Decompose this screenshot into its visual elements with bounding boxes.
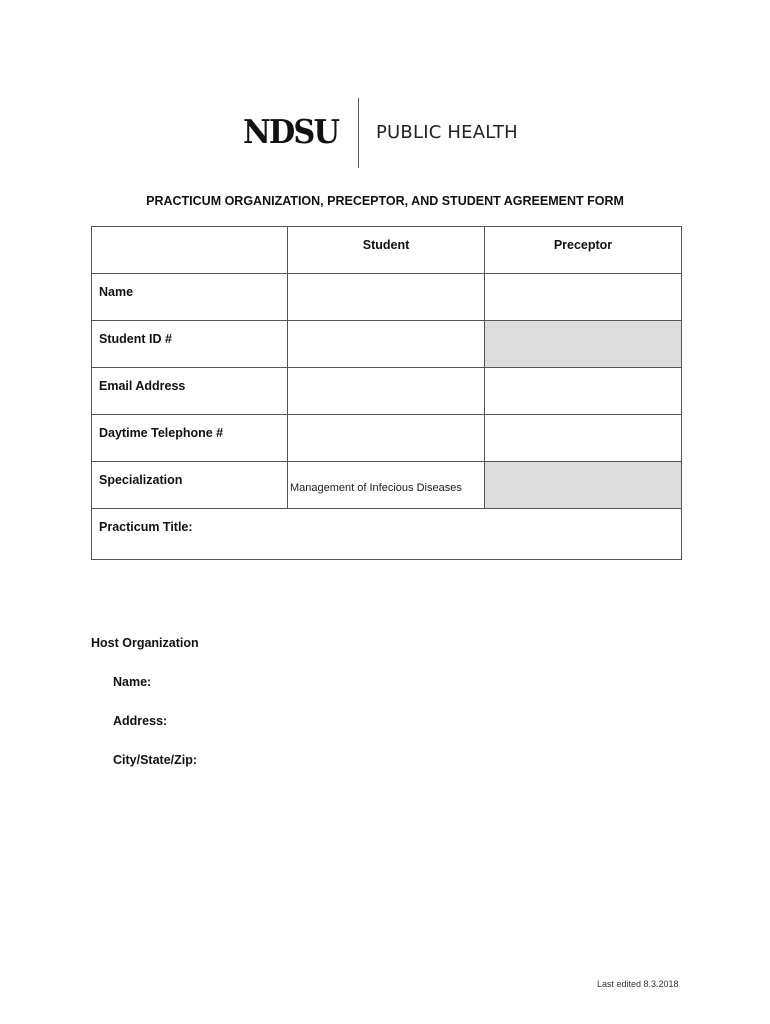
table-header-row bbox=[92, 227, 682, 274]
logo-subtitle: PUBLIC HEALTH bbox=[376, 122, 518, 143]
row-label-cell bbox=[92, 321, 288, 368]
host-city-state-zip-label: City/State/Zip: bbox=[113, 753, 198, 767]
preceptor-specialization-shaded-cell bbox=[485, 462, 682, 509]
student-name-field[interactable] bbox=[288, 274, 485, 321]
host-organization-heading: Host Organization bbox=[91, 636, 199, 650]
table-row-email bbox=[92, 368, 682, 415]
student-email-field[interactable] bbox=[288, 368, 485, 415]
practicum-title-label: Practicum Title: bbox=[99, 520, 193, 534]
preceptor-email-field[interactable] bbox=[485, 368, 682, 415]
preceptor-telephone-field[interactable] bbox=[485, 415, 682, 462]
logo-divider bbox=[358, 98, 359, 168]
header-cell-student bbox=[288, 227, 485, 274]
header-cell-empty bbox=[92, 227, 288, 274]
last-edited-note: Last edited 8.3.2018 bbox=[597, 979, 679, 989]
table-row-student-id bbox=[92, 321, 682, 368]
preceptor-student-id-shaded-cell bbox=[485, 321, 682, 368]
row-label-specialization: Specialization bbox=[99, 473, 183, 487]
student-telephone-field[interactable] bbox=[288, 415, 485, 462]
row-label-cell bbox=[92, 462, 288, 509]
table-row-specialization bbox=[92, 462, 682, 509]
row-label-student-id: Student ID # bbox=[99, 332, 172, 346]
agreement-table bbox=[91, 226, 682, 560]
form-title: PRACTICUM ORGANIZATION, PRECEPTOR, AND STUDENT AGREEMENT FORM bbox=[146, 194, 624, 208]
row-label-email: Email Address bbox=[99, 379, 186, 393]
host-address-label: Address: bbox=[113, 714, 168, 728]
table-row-name bbox=[92, 274, 682, 321]
row-label-name: Name bbox=[99, 285, 134, 299]
row-label-cell bbox=[92, 415, 288, 462]
table-row-practicum-title bbox=[92, 509, 682, 560]
student-id-field[interactable] bbox=[288, 321, 485, 368]
student-specialization-field[interactable] bbox=[288, 462, 485, 509]
specialization-value: Management of Infecious Diseases bbox=[290, 482, 462, 494]
student-column-header: Student bbox=[362, 238, 410, 252]
preceptor-column-header: Preceptor bbox=[553, 238, 613, 252]
preceptor-name-field[interactable] bbox=[485, 274, 682, 321]
row-label-cell bbox=[92, 368, 288, 415]
row-label-telephone: Daytime Telephone # bbox=[99, 426, 224, 440]
logo-wordmark: NDSU bbox=[243, 112, 339, 151]
row-label-cell bbox=[92, 274, 288, 321]
host-name-label: Name: bbox=[113, 675, 152, 689]
ndsu-public-health-logo bbox=[0, 98, 770, 168]
table-row-telephone bbox=[92, 415, 682, 462]
header-cell-preceptor bbox=[485, 227, 682, 274]
practicum-title-field[interactable] bbox=[92, 509, 682, 560]
